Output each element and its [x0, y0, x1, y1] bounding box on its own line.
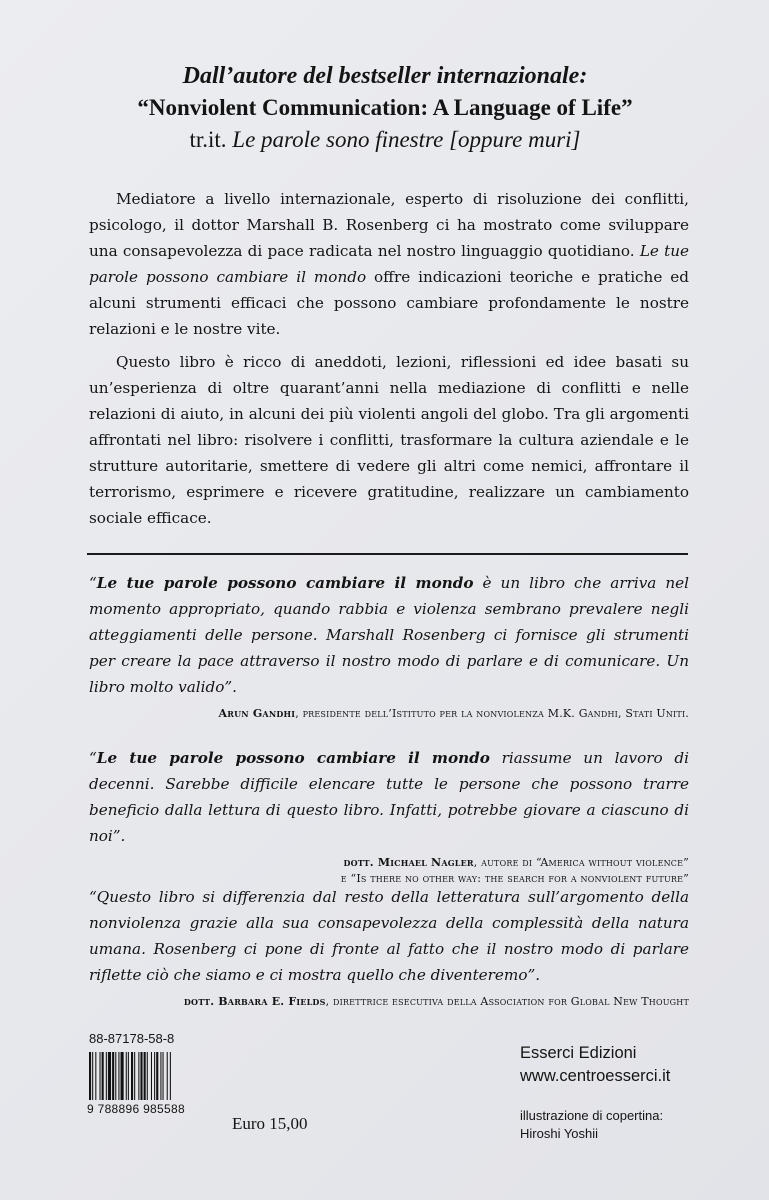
publisher-url: www.centroesserci.it: [520, 1067, 671, 1085]
description-intro: Mediatore a livello internazionale, esperto di risoluzione dei conflitti, psicologo, il dottor Marshall B. Rosenberg ci ha mostrato come sviluppare una consapevolezza di pace radicata nel nostro linguaggio quotidiano.: [89, 190, 689, 261]
description-rest: offre indicazioni teoriche e pratiche ed alcuni strumenti efficaci che possono cambiare profondamente le nostre relazioni e le nostre vite.: [89, 268, 689, 339]
barcode-bar: [115, 1052, 116, 1100]
cover-illustration-credit: [520, 1107, 663, 1143]
barcode-bar: [144, 1052, 146, 1100]
testimonial-1-text: [89, 570, 689, 700]
header-translation-prefix: tr.it.: [189, 127, 233, 152]
testimonial-2-role: , autore di “America without violence”: [473, 856, 689, 870]
illustration-label: illustrazione di copertina:: [520, 1108, 664, 1123]
header-line-italian-title: [90, 124, 680, 156]
description-paragraph-2: Questo libro è ricco di aneddoti, lezioni, riflessioni ed idee basati su un’esperienza di oltre quarant’anni nella mediazione di conflitti e nelle relazioni di aiuto, in alcuni dei più violenti angoli del globo. Tra gli argomenti affrontati nel libro: risolvere i conflitti, trasformare la cultura aziendale e le strutture autoritarie, smettere di vedere gli altri come nemici, affrontare il terrorismo, esprimere e ricevere gratitudine, realizzare un cambiamento sociale efficace.: [89, 352, 689, 528]
barcode-bar: [121, 1052, 124, 1100]
barcode-number: 9 788896 985588: [87, 1102, 185, 1116]
testimonial-2-body: riassume un lavoro di decenni. Sarebbe difficile elencare tutte le persone che possono trarre beneficio dalla lettura di questo libro. Infatti, potrebbe giovare a ciascuno di noi”.: [89, 749, 689, 846]
barcode-bar: [167, 1052, 168, 1100]
testimonial-1-book-title: Le tue parole possono cambiare il mondo: [96, 574, 474, 592]
testimonial-3-text: “Questo libro si differenzia dal resto della letteratura sull’argomento della nonviolenza grazie alla sua consapevolezza della complessità della natura umana. Rosenberg ci pone di fronte al fatto che il nostro modo di parlare riflette ciò che siamo e ci mostra quello che diventeremo”.: [89, 888, 689, 985]
barcode-bar: [126, 1052, 127, 1100]
barcode-bar: [89, 1052, 91, 1100]
testimonial-3-attribution: [89, 994, 689, 1010]
barcode-bar: [108, 1052, 111, 1100]
barcode-bar: [128, 1052, 129, 1100]
barcode-image: [89, 1052, 201, 1100]
barcode-bar: [163, 1052, 164, 1100]
quote-open-mark: “: [89, 749, 97, 767]
barcode-bar: [156, 1052, 158, 1100]
price: Euro 15,00: [232, 1114, 308, 1133]
testimonial-1-body: è un libro che arriva nel momento appropriato, quando rabbia e violenza sembrano prevalere negli atteggiamenti delle persone. Marshall Rosenberg ci fornisce gli strumenti per creare la pace attraverso il nostro modo di parlare e di comunicare. Un libro molto valido”.: [89, 574, 690, 697]
testimonial-1-role: , presidente dell’Istituto per la nonviolenza M.K. Gandhi, Stati Uniti.: [295, 707, 689, 721]
testimonial-3-author: dott. Barbara E. Fields: [183, 995, 326, 1009]
testimonial-2: [89, 745, 689, 887]
barcode-bar: [138, 1052, 139, 1100]
testimonial-1-author: Arun Gandhi: [218, 707, 296, 721]
barcode-bar: [140, 1052, 142, 1100]
illustrator-name: Hiroshi Yoshii: [520, 1126, 599, 1141]
testimonial-3: [89, 884, 689, 1010]
barcode-bar: [170, 1052, 171, 1100]
testimonial-2-text: [89, 745, 689, 849]
publisher-name: Esserci Edizioni: [520, 1044, 637, 1062]
testimonial-2-attribution: [89, 855, 689, 871]
description-book-title: Le tue parole possono cambiare il mondo: [89, 242, 689, 287]
testimonial-3-role: , direttrice esecutiva della Association for Global New Thought: [325, 995, 689, 1009]
barcode-bar: [160, 1052, 161, 1100]
barcode-bar: [112, 1052, 114, 1100]
section-divider: [87, 553, 688, 555]
cover-header: [90, 60, 680, 156]
barcode-bar: [95, 1052, 96, 1100]
testimonial-1: [89, 570, 689, 722]
testimonial-2-author: dott. Michael Nagler: [343, 856, 474, 870]
barcode-bar: [131, 1052, 133, 1100]
barcode-bar: [92, 1052, 93, 1100]
testimonial-1-attribution: [89, 706, 689, 722]
testimonial-2-book-title: Le tue parole possono cambiare il mondo: [96, 749, 490, 767]
description-paragraph-1: [89, 186, 689, 343]
isbn: 88-87178-58-8: [89, 1031, 175, 1046]
barcode-bar: [102, 1052, 104, 1100]
testimonial-2-attribution-line2: e “Is there no other way: the search for a nonviolent future”: [340, 872, 689, 886]
barcode-bar: [147, 1052, 148, 1100]
book-description: [89, 186, 689, 531]
quote-open-mark: “: [89, 574, 97, 592]
barcode-bar: [118, 1052, 119, 1100]
publisher-info: [520, 1042, 670, 1088]
barcode-bar: [100, 1052, 101, 1100]
header-line-original-title: “Nonviolent Communication: A Language of Life”: [137, 95, 633, 120]
barcode-bar: [151, 1052, 152, 1100]
barcode-bar: [106, 1052, 107, 1100]
header-translation-title: Le parole sono finestre [oppure muri]: [232, 127, 581, 152]
header-line-author: Dall’autore del bestseller internazionale:: [182, 63, 588, 89]
barcode-bar: [154, 1052, 155, 1100]
barcode-bar: [134, 1052, 135, 1100]
